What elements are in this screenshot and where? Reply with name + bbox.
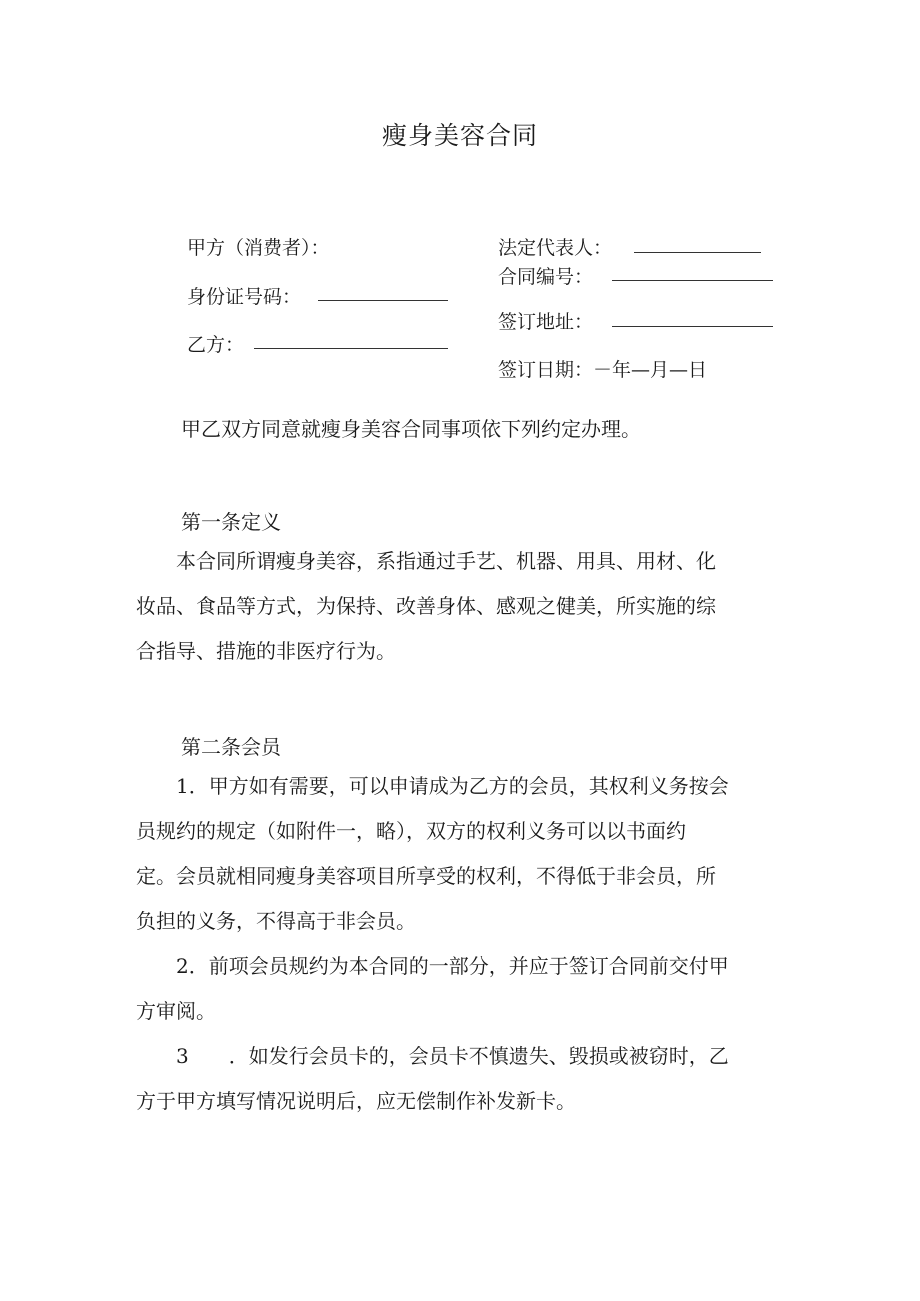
article-2-clause-3 xyxy=(136,1034,776,1124)
article-1-line: 本合同所谓瘦身美容，系指通过手艺、机器、用具、用材、化 xyxy=(136,549,716,573)
sign-address-label: 签订地址： xyxy=(498,311,594,333)
contract-no-field[interactable] xyxy=(612,280,773,281)
legal-rep-label: 法定代表人： xyxy=(498,237,613,259)
clause-2-line: 方审阅。 xyxy=(136,999,216,1023)
article-1-line: 合指导、措施的非医疗行为。 xyxy=(136,639,396,663)
document-title: 瘦身美容合同 xyxy=(381,121,538,150)
article-2-clause-1 xyxy=(136,764,776,944)
article-1-line: 妆品、食品等方式，为保持、改善身体、感观之健美，所实施的综 xyxy=(136,594,716,618)
sign-date-label: 签订日期：－年—月—日 xyxy=(498,359,708,381)
article-2-clause-2 xyxy=(136,944,776,1034)
party-a-label: 甲方（消费者）： xyxy=(187,237,330,259)
clause-1-line: 1．甲方如有需要，可以申请成为乙方的会员，其权利义务按会 xyxy=(136,774,729,798)
sign-address-field[interactable] xyxy=(612,326,773,327)
article-1-heading: 第一条定义 xyxy=(181,510,281,534)
article-2-heading: 第二条会员 xyxy=(181,735,281,759)
clause-2-line: 2．前项会员规约为本合同的一部分，并应于签订合同前交付甲 xyxy=(136,954,729,978)
article-1-body xyxy=(136,539,776,674)
intro-paragraph: 甲乙双方同意就瘦身美容合同事项依下列约定办理。 xyxy=(181,417,641,441)
clause-3-line: 3 ．如发行会员卡的，会员卡不慎遗失、毁损或被窃时，乙 xyxy=(136,1044,729,1068)
clause-1-line: 员规约的规定（如附件一，略），双方的权利义务可以以书面约 xyxy=(136,819,686,843)
id-number-label: 身份证号码： xyxy=(187,286,302,308)
contract-no-label: 合同编号： xyxy=(498,266,594,288)
clause-3-line: 方于甲方填写情况说明后，应无偿制作补发新卡。 xyxy=(136,1089,576,1113)
party-b-field[interactable] xyxy=(254,348,448,349)
party-b-label: 乙方： xyxy=(187,334,245,356)
clause-1-line: 定。会员就相同瘦身美容项目所享受的权利，不得低于非会员，所 xyxy=(136,864,716,888)
id-number-field[interactable] xyxy=(318,300,448,301)
legal-rep-field[interactable] xyxy=(634,252,761,253)
clause-1-line: 负担的义务，不得高于非会员。 xyxy=(136,909,416,933)
